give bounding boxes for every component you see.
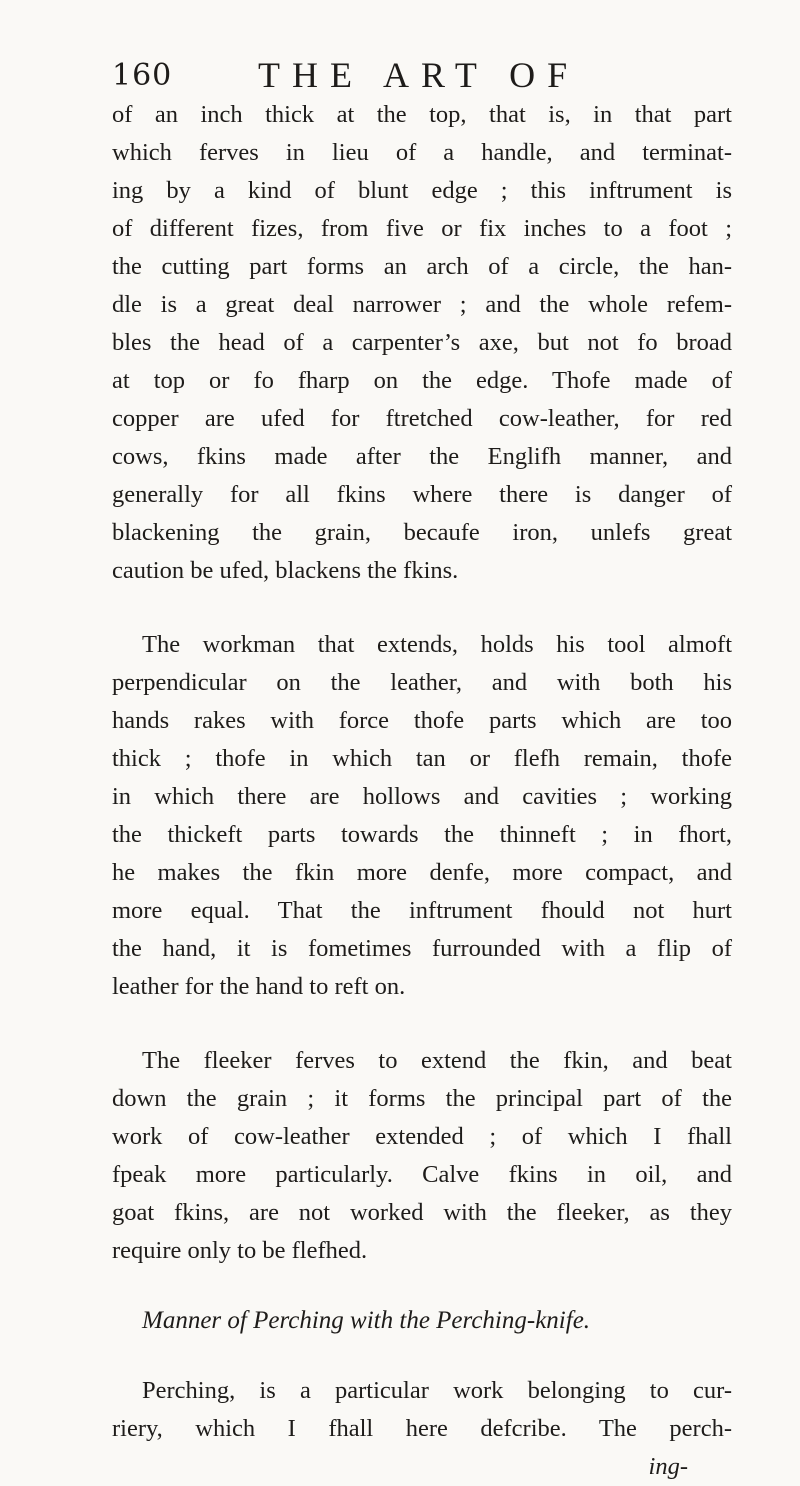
- text-line: The fleeker ferves to extend the fkin, and beat: [142, 1047, 732, 1074]
- text-line: he makes the fkin more denfe, more compact, and: [112, 859, 732, 886]
- text-line: leather for the hand to reft on.: [112, 973, 406, 1000]
- text-line: of an inch thick at the top, that is, in that part: [112, 101, 732, 128]
- page-number: 160: [112, 58, 173, 93]
- text-line: work of cow-leather extended ; of which I fhall: [112, 1123, 732, 1150]
- text-line: goat fkins, are not worked with the fleeker, as they: [112, 1199, 732, 1226]
- text-line: ing by a kind of blunt edge ; this inftrument is: [112, 177, 732, 204]
- text-line: which ferves in lieu of a handle, and terminat-: [112, 139, 732, 166]
- text-line: The workman that extends, holds his tool almoft: [142, 631, 732, 658]
- running-head: THE ART OF: [258, 55, 580, 95]
- text-line: fpeak more particularly. Calve fkins in oil, and: [112, 1161, 732, 1188]
- text-line: cows, fkins made after the Englifh manner, and: [112, 443, 732, 470]
- catchword: ing-: [648, 1453, 688, 1480]
- text-line: hands rakes with force thofe parts which are too: [112, 707, 732, 734]
- page-header: [112, 54, 732, 94]
- text-line: the hand, it is fometimes furrounded with a flip of: [112, 935, 732, 962]
- text-line: thick ; thofe in which tan or flefh remain, thofe: [112, 745, 732, 772]
- text-line: caution be ufed, blackens the fkins.: [112, 557, 459, 584]
- text-line: down the grain ; it forms the principal part of the: [112, 1085, 732, 1112]
- text-line: the thickeft parts towards the thinneft ; in fhort,: [112, 821, 732, 848]
- text-line: generally for all fkins where there is danger of: [112, 481, 732, 508]
- text-line: Perching, is a particular work belonging to cur-: [142, 1377, 732, 1404]
- text-line: in which there are hollows and cavities ; working: [112, 783, 732, 810]
- text-line: perpendicular on the leather, and with both his: [112, 669, 732, 696]
- section-heading: Manner of Perching with the Perching-knife.: [142, 1307, 591, 1334]
- text-line: dle is a great deal narrower ; and the whole refem-: [112, 291, 732, 318]
- text-line: riery, which I fhall here defcribe. The perch-: [112, 1415, 732, 1442]
- text-line: copper are ufed for ftretched cow-leather, for red: [112, 405, 732, 432]
- text-line: blackening the grain, becaufe iron, unlefs great: [112, 519, 732, 546]
- text-line: require only to be flefhed.: [112, 1237, 368, 1264]
- text-line: more equal. That the inftrument fhould not hurt: [112, 897, 732, 924]
- text-line: at top or fo fharp on the edge. Thofe made of: [112, 367, 732, 394]
- text-line: bles the head of a carpenter’s axe, but not fo broad: [112, 329, 732, 356]
- text-line: the cutting part forms an arch of a circle, the han-: [112, 253, 732, 280]
- text-line: of different fizes, from five or fix inches to a foot ;: [112, 215, 732, 242]
- body-text: [112, 96, 732, 1486]
